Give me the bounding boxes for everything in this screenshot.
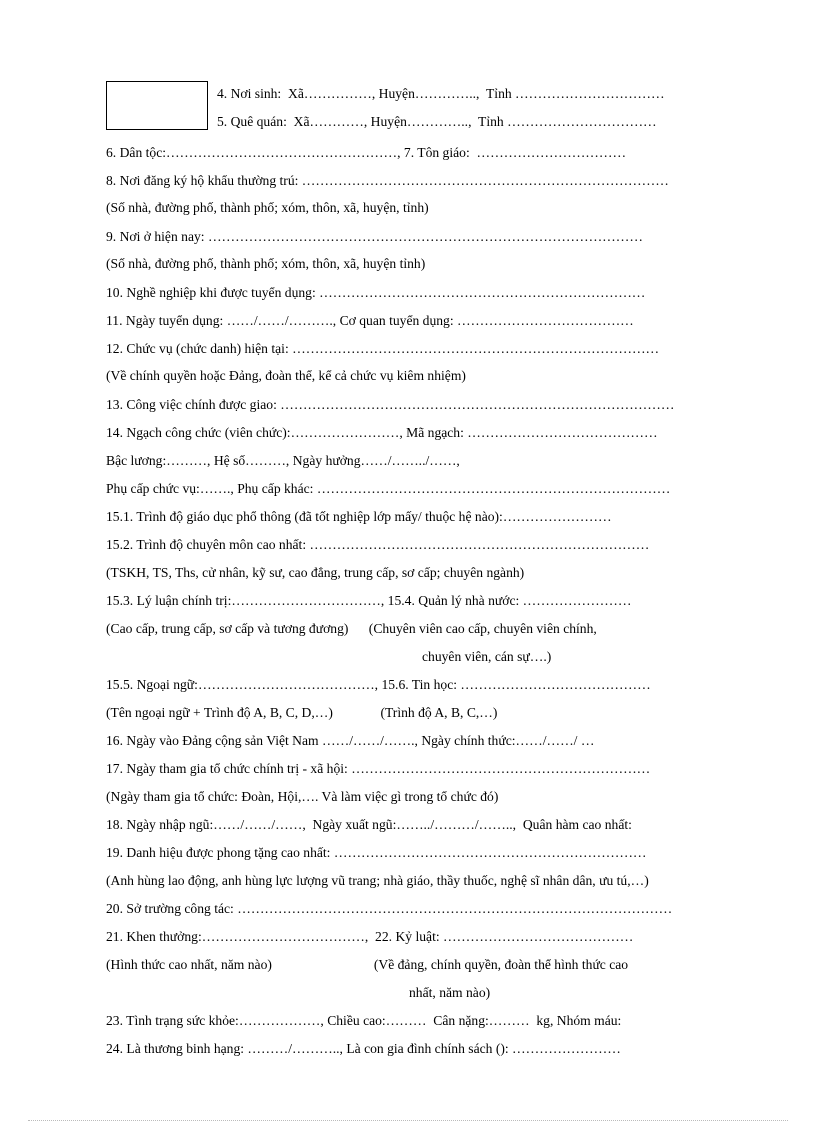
field-civil-servant-rank: 14. Ngạch công chức (viên chức):……………………, Mã ngạch: …………………………………… [106, 425, 658, 440]
field-current-residence: 9. Nơi ở hiện nay: …………………………………………………………………………………… [106, 229, 643, 244]
field-permanent-residence: 8. Nơi đăng ký hộ khẩu thường trú: ……………………………………………………………………… [106, 173, 669, 188]
field-rewards-discipline: 21. Khen thưởng:………………………………, 22. Kỷ luật: …………………………………… [106, 929, 634, 944]
field-work-strengths: 20. Sở trường công tác: …………………………………………………………………………………… [106, 901, 673, 916]
field-health: 23. Tình trạng sức khỏe:………………, Chiều cao:……… Cân nặng:……… kg, Nhóm máu: [106, 1013, 622, 1028]
field-social-organization: 17. Ngày tham gia tổ chức chính trị - xã hội: ………………………………………………………… [106, 761, 651, 776]
note-address-format-2: (Số nhà, đường phố, thành phố; xóm, thôn, xã, huyện tỉnh) [106, 256, 426, 271]
field-ethnicity-religion: 6. Dân tộc:……………………………………………, 7. Tôn giáo: …………………………… [106, 145, 627, 160]
note-qualification: (TSKH, TS, Ths, cử nhân, kỹ sư, cao đẳng, trung cấp, sơ cấp; chuyên ngành) [106, 565, 525, 580]
field-birthplace: 4. Nơi sinh: Xã……………, Huyện………….., Tỉnh …………………………… [217, 86, 665, 101]
field-military-service: 18. Ngày nhập ngũ:……/……/……, Ngày xuất ngũ:……../………/…….., Quân hàm cao nhất: [106, 817, 632, 832]
photo-box [106, 81, 208, 130]
note-honor-title: (Anh hùng lao động, anh hùng lực lượng vũ trang; nhà giáo, thầy thuốc, nghệ sĩ nhân dân, ưu tú,…) [106, 873, 649, 888]
note-language-level: (Tên ngoại ngữ + Trình độ A, B, C, D,…) (Trình độ A, B, C,…) [106, 705, 498, 720]
page-bottom-divider [28, 1120, 788, 1121]
field-main-duty: 13. Công việc chính được giao: …………………………………………………………………………… [106, 397, 675, 412]
note-position: (Về chính quyền hoặc Đảng, đoàn thể, kể cả chức vụ kiêm nhiệm) [106, 368, 466, 383]
field-war-invalid: 24. Là thương binh hạng: ………/……….., Là con gia đình chính sách (): …………………… [106, 1041, 621, 1056]
field-general-education: 15.1. Trình độ giáo dục phổ thông (đã tốt nghiệp lớp mấy/ thuộc hệ nào):…………………… [106, 509, 612, 524]
field-highest-qualification: 15.2. Trình độ chuyên môn cao nhất: ………………………………………………………………… [106, 537, 650, 552]
field-salary-grade: Bậc lương:………, Hệ số………, Ngày hưởng……/……../……, [106, 453, 460, 468]
field-allowances: Phụ cấp chức vụ:……., Phụ cấp khác: …………………………………………………………………… [106, 481, 671, 496]
field-party-admission: 16. Ngày vào Đảng cộng sản Việt Nam ……/……/……., Ngày chính thức:……/……/ … [106, 733, 595, 748]
field-political-theory: 15.3. Lý luận chính trị:……………………………, 15.4. Quản lý nhà nước: …………………… [106, 593, 632, 608]
field-foreign-language: 15.5. Ngoại ngữ:…………………………………, 15.6. Tin học: …………………………………… [106, 677, 651, 692]
note-political-theory: (Cao cấp, trung cấp, sơ cấp và tương đương) (Chuyên viên cao cấp, chuyên viên chính, [106, 621, 597, 636]
note-state-management: chuyên viên, cán sự….) [422, 649, 552, 664]
note-rewards-discipline: (Hình thức cao nhất, năm nào) (Về đảng, chính quyền, đoàn thể hình thức cao [106, 957, 629, 972]
note-discipline-cont: nhất, năm nào) [409, 985, 491, 1000]
field-current-position: 12. Chức vụ (chức danh) hiện tại: ……………………………………………………………………… [106, 341, 660, 356]
note-social-organization: (Ngày tham gia tổ chức: Đoàn, Hội,…. Và làm việc gì trong tổ chức đó) [106, 789, 499, 804]
field-occupation-at-recruitment: 10. Nghề nghiệp khi được tuyển dụng: ……………………………………………………………… [106, 285, 646, 300]
field-recruitment-date: 11. Ngày tuyển dụng: ……/……/………., Cơ quan tuyển dụng: ………………………………… [106, 313, 634, 328]
note-address-format: (Số nhà, đường phố, thành phố; xóm, thôn, xã, huyện, tỉnh) [106, 200, 429, 215]
field-hometown: 5. Quê quán: Xã…………, Huyện………….., Tỉnh …………………………… [217, 114, 657, 129]
field-honor-title: 19. Danh hiệu được phong tặng cao nhất: …………………………………………………………… [106, 845, 647, 860]
